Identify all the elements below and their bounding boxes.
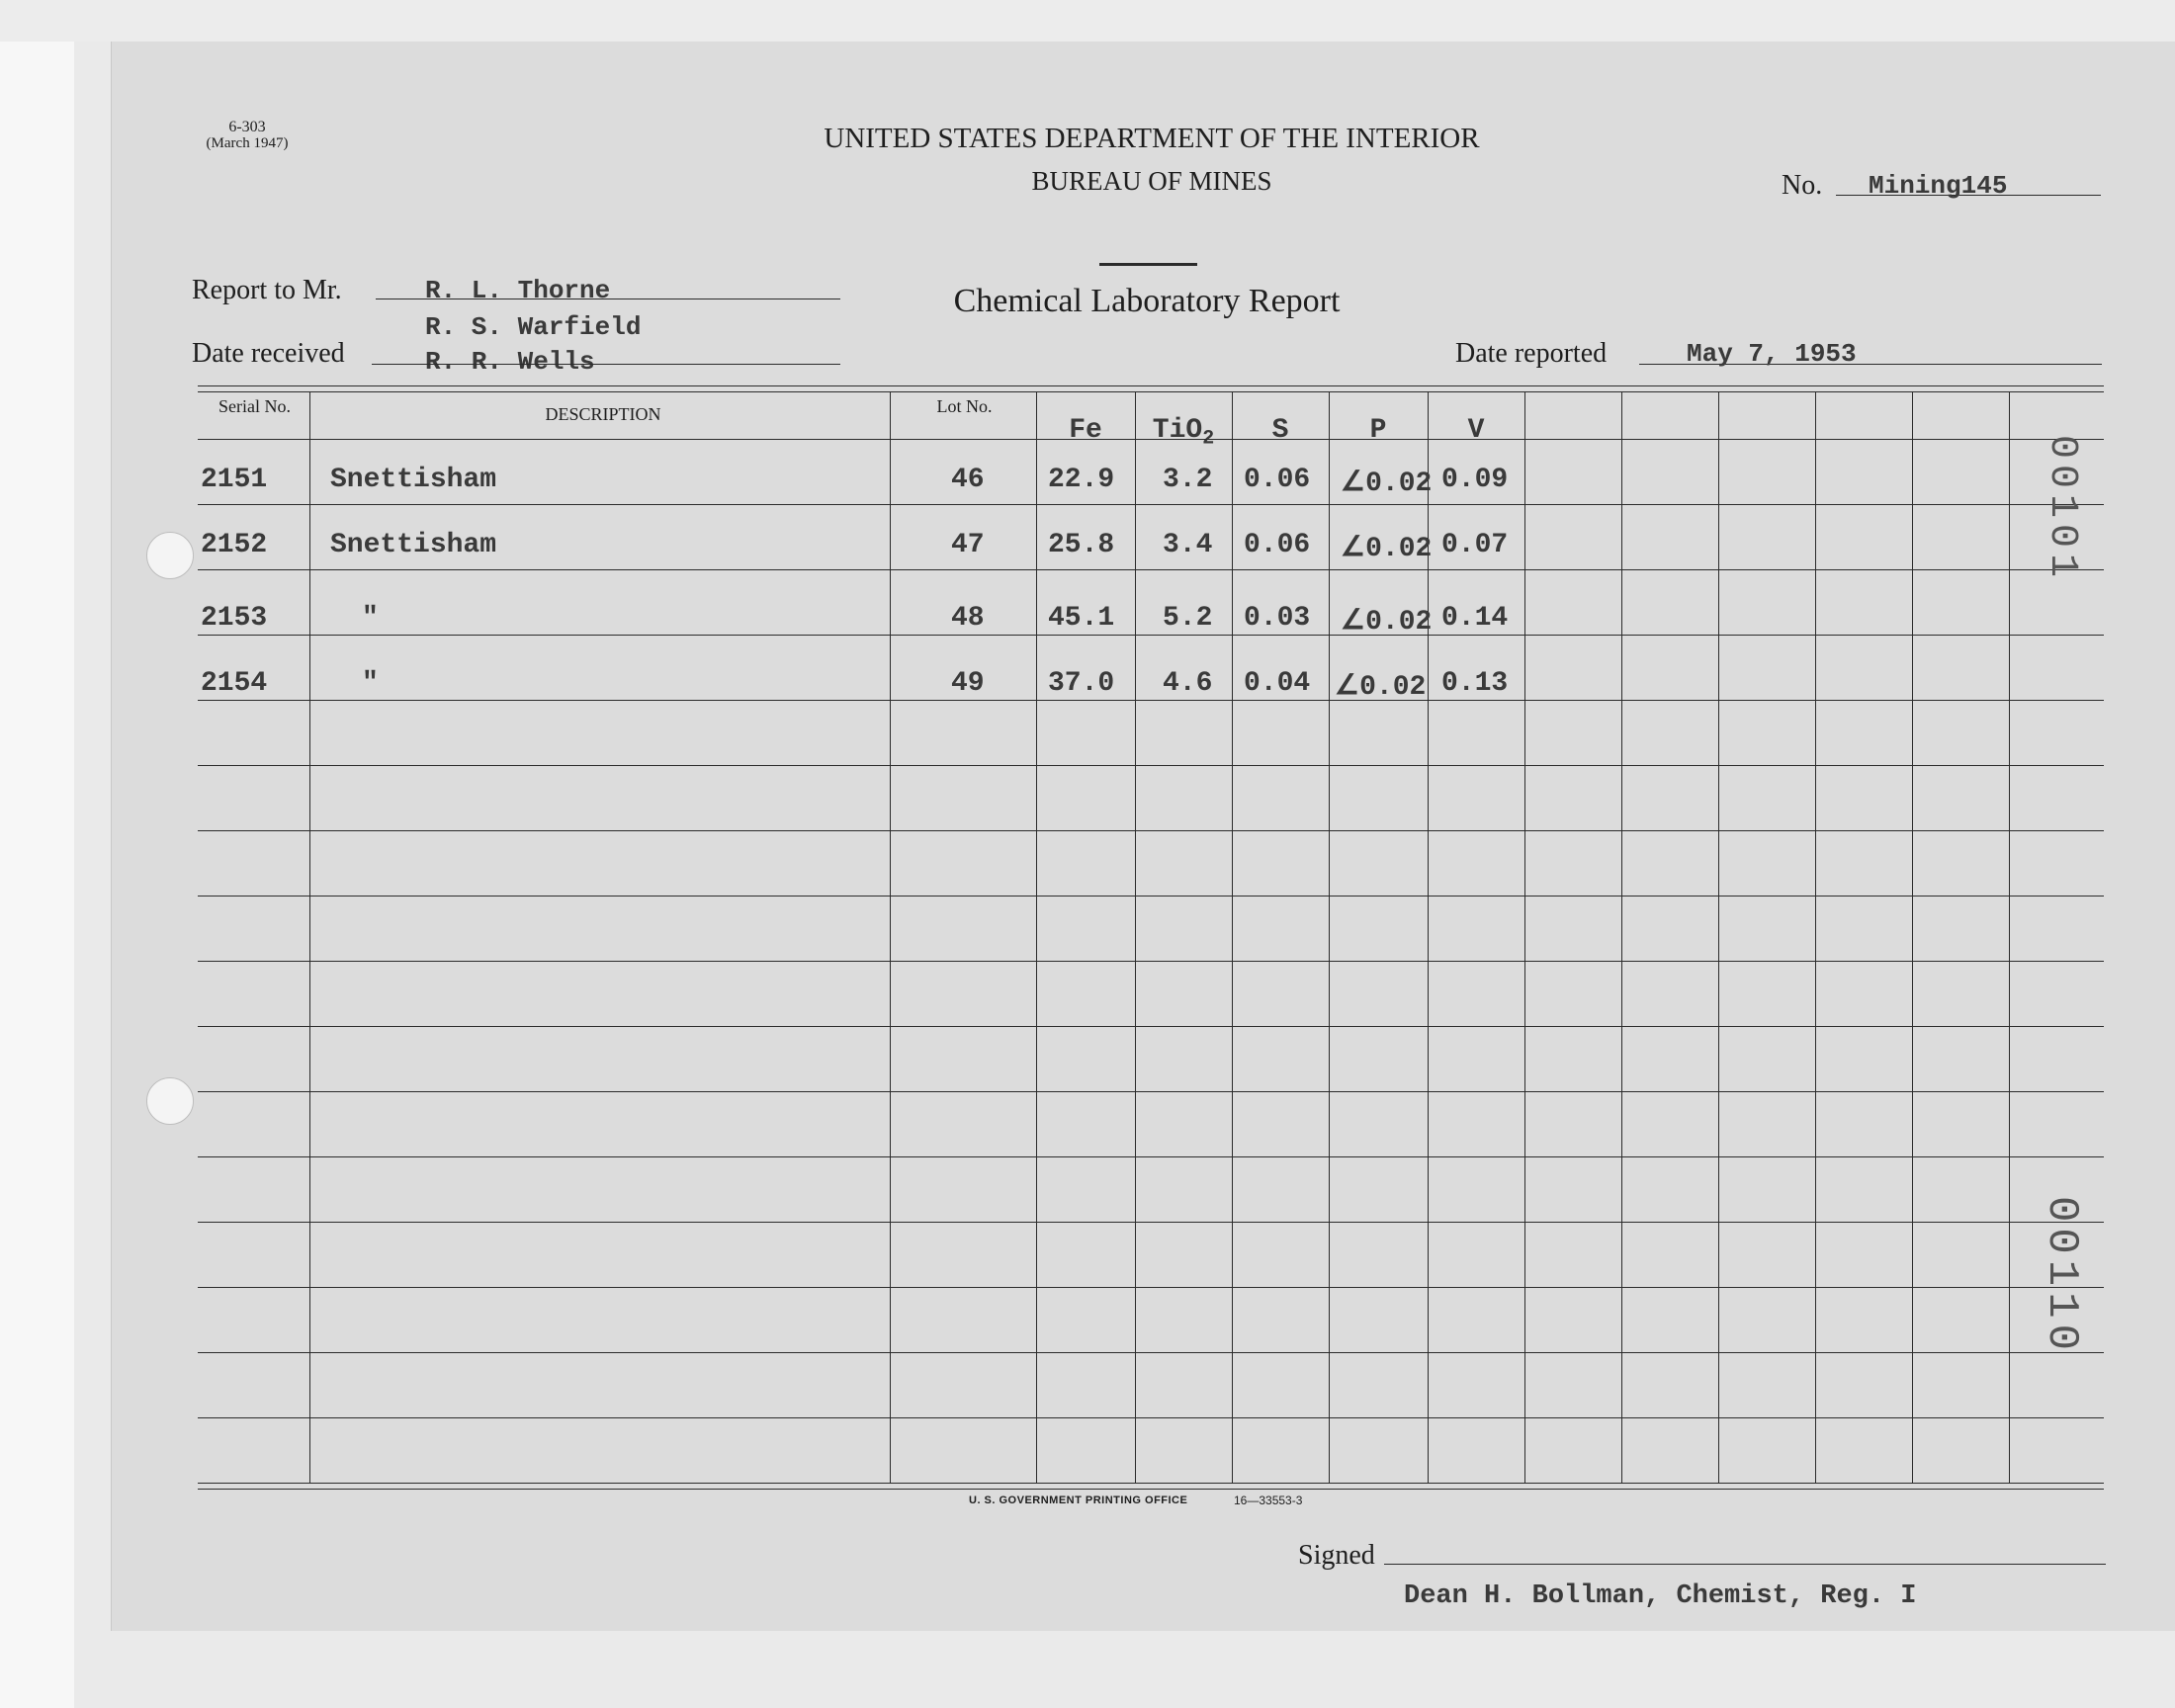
cell-p: ∠0.02	[1341, 469, 1433, 499]
signed-label: Signed	[1298, 1540, 1375, 1571]
row-rule	[198, 1091, 2104, 1092]
row-rule	[198, 896, 2104, 897]
report-number-value: Mining145	[1869, 171, 2008, 201]
binder-hole-bottom	[146, 1077, 194, 1125]
col-divider	[1621, 392, 1622, 1483]
header-s: S	[1271, 415, 1289, 446]
department-title: UNITED STATES DEPARTMENT OF THE INTERIOR	[824, 123, 1480, 154]
recipient-3: R. R. Wells	[425, 347, 595, 377]
printer-credit: U. S. GOVERNMENT PRINTING OFFICE	[969, 1494, 1188, 1506]
row-rule	[198, 1417, 2104, 1418]
row-rule	[198, 1352, 2104, 1353]
col-divider	[1815, 392, 1816, 1483]
cell-fe: 22.9	[1048, 465, 1115, 495]
row-rule	[198, 1287, 2104, 1288]
cell-v: 0.14	[1441, 603, 1509, 634]
col-divider	[1912, 392, 1913, 1483]
cell-description: "	[362, 668, 379, 699]
cell-serial: 2153	[201, 603, 268, 634]
col-divider	[1524, 392, 1525, 1483]
cell-p: ∠0.02	[1341, 534, 1433, 564]
cell-v: 0.07	[1441, 530, 1509, 560]
report-to-label: Report to Mr.	[192, 275, 342, 305]
row-rule	[198, 961, 2104, 962]
cell-s: 0.06	[1244, 530, 1311, 560]
archive-stamp-bottom: 00110	[2037, 1196, 2086, 1357]
archive-stamp-top: 00101	[2040, 435, 2084, 584]
row-rule	[198, 1026, 2104, 1027]
row-rule	[198, 765, 2104, 766]
cell-lot: 47	[951, 530, 985, 560]
cell-lot: 49	[951, 668, 985, 699]
col-divider	[1135, 392, 1136, 1483]
cell-s: 0.06	[1244, 465, 1311, 495]
date-received-label: Date received	[192, 338, 345, 369]
title-divider	[1099, 263, 1197, 266]
report-title: Chemical Laboratory Report	[953, 283, 1341, 319]
scan-top-margin	[0, 0, 2175, 42]
recipient-1: R. L. Thorne	[425, 276, 611, 305]
cell-serial: 2151	[201, 465, 268, 495]
form-number: 6-303	[228, 119, 266, 135]
table-bottom-rule	[198, 1483, 2104, 1484]
table-top-rule-2	[198, 391, 2104, 392]
col-divider	[1232, 392, 1233, 1483]
cell-v: 0.13	[1441, 668, 1509, 699]
cell-description: Snettisham	[330, 530, 497, 560]
row-rule	[198, 700, 2104, 701]
signature-line	[1384, 1564, 2106, 1565]
cell-lot: 48	[951, 603, 985, 634]
header-v: V	[1467, 415, 1485, 446]
recipient-2: R. S. Warfield	[425, 312, 642, 342]
date-received-line	[372, 364, 840, 365]
cell-s: 0.04	[1244, 668, 1311, 699]
row-rule	[198, 504, 2104, 505]
binder-hole-top	[146, 532, 194, 579]
cell-tio2: 5.2	[1163, 603, 1213, 634]
row-rule	[198, 1222, 2104, 1223]
cell-serial: 2154	[201, 668, 268, 699]
signatory: Dean H. Bollman, Chemist, Reg. I	[1404, 1581, 1917, 1611]
header-fe: Fe	[1069, 415, 1102, 446]
col-divider	[309, 392, 310, 1483]
cell-fe: 45.1	[1048, 603, 1115, 634]
date-reported-label: Date reported	[1455, 338, 1608, 369]
header-serial: Serial No.	[218, 396, 291, 416]
header-p: P	[1369, 415, 1387, 446]
col-divider	[890, 392, 891, 1483]
row-rule	[198, 569, 2104, 570]
cell-serial: 2152	[201, 530, 268, 560]
cell-p: ∠0.02	[1341, 607, 1433, 638]
cell-tio2: 3.2	[1163, 465, 1213, 495]
cell-v: 0.09	[1441, 465, 1509, 495]
row-rule	[198, 1156, 2104, 1157]
col-divider	[1036, 392, 1037, 1483]
printer-code: 16—33553-3	[1234, 1494, 1303, 1507]
row-rule	[198, 635, 2104, 636]
header-rule	[198, 439, 2104, 440]
cell-tio2: 4.6	[1163, 668, 1213, 699]
cell-description: Snettisham	[330, 465, 497, 495]
header-description: DESCRIPTION	[545, 404, 661, 424]
table-bottom-rule-2	[198, 1489, 2104, 1490]
report-number-label: No.	[1782, 170, 1823, 201]
cell-s: 0.03	[1244, 603, 1311, 634]
cell-fe: 25.8	[1048, 530, 1115, 560]
col-divider	[1329, 392, 1330, 1483]
table-top-rule	[198, 385, 2104, 386]
row-rule	[198, 830, 2104, 831]
cell-lot: 46	[951, 465, 985, 495]
form-edition: (March 1947)	[206, 135, 289, 151]
header-lot: Lot No.	[936, 396, 993, 416]
scan-margin	[0, 0, 74, 1708]
col-divider	[1718, 392, 1719, 1483]
col-divider	[2009, 392, 2010, 1483]
date-reported-value: May 7, 1953	[1687, 339, 1857, 369]
bureau-title: BUREAU OF MINES	[1031, 166, 1272, 196]
header-tio2: TiO$_2$	[1152, 415, 1215, 451]
cell-tio2: 3.4	[1163, 530, 1213, 560]
report-sheet	[111, 42, 2175, 1631]
cell-p: ∠0.02	[1335, 672, 1427, 703]
cell-description: "	[362, 603, 379, 634]
cell-fe: 37.0	[1048, 668, 1115, 699]
